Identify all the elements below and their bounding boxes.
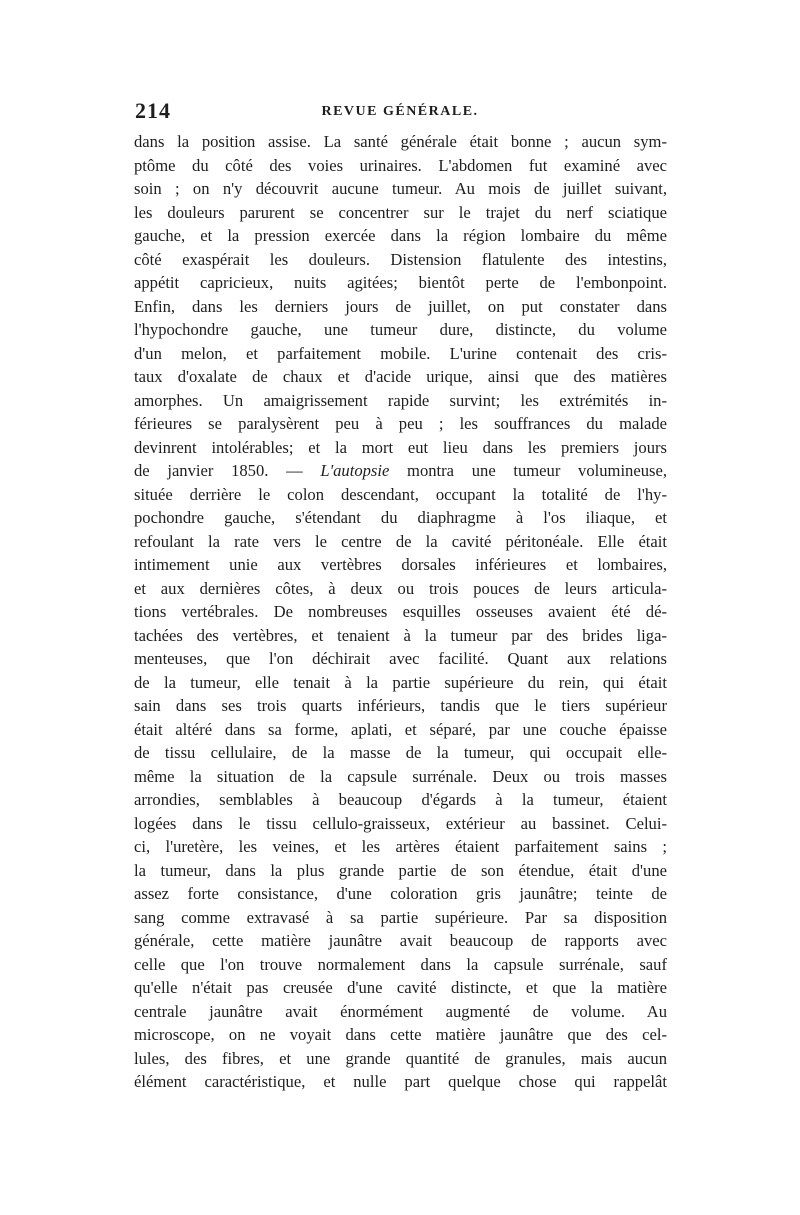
text-line: même la situation de la capsule surrénale. Deux ou trois masses (134, 766, 667, 786)
text-line: gauche, et la pression exercée dans la région lombaire du même (134, 226, 667, 245)
running-title: REVUE GÉNÉRALE. (321, 104, 479, 119)
text-line: refoulant la rate vers le centre de la cavité péritonéale. Elle était (134, 531, 667, 551)
text-line: ptôme du côté des voies urinaires. L'abdomen fut examiné avec (134, 155, 667, 175)
page-number: 214 (135, 98, 171, 123)
text-line: lules, des fibres, et une grande quantité de granules, mais aucun (134, 1048, 667, 1068)
text-line: tachées des vertèbres, et tenaient à la tumeur par des brides liga- (134, 625, 667, 645)
text-line: qu'elle n'était pas creusée d'une cavité distincte, et que la matière (134, 978, 667, 997)
text-line: assez forte consistance, d'une coloration gris jaunâtre; teinte de (134, 884, 667, 903)
text-line: élément caractéristique, et nulle part quelque chose qui rappelât (134, 1072, 667, 1091)
text-line: tions vertébrales. De nombreuses esquilles osseuses avaient été dé- (134, 602, 667, 621)
page-header (135, 98, 665, 124)
text-line: microscope, on ne voyait dans cette matière jaunâtre que des cel- (134, 1025, 667, 1044)
text-line: taux d'oxalate de chaux et d'acide urique, ainsi que des matières (134, 367, 667, 386)
text-line (134, 459, 667, 483)
text-line: la tumeur, dans la plus grande partie de son étendue, était d'une (134, 860, 667, 880)
text-line: centrale jaunâtre avait énormément augmenté de volume. Au (134, 1001, 667, 1021)
text-line: devinrent intolérables; et la mort eut lieu dans les premiers jours (134, 437, 667, 457)
text-segment: montra une tumeur volumineuse, (389, 461, 667, 480)
text-line: de tissu cellulaire, de la masse de la tumeur, qui occupait elle- (134, 743, 667, 762)
text-segment: de janvier 1850. — (134, 461, 321, 480)
text-line: soin ; on n'y découvrit aucune tumeur. Au mois de juillet suivant, (134, 179, 667, 198)
text-line: était altéré dans sa forme, aplati, et séparé, par une couche épaisse (134, 719, 667, 739)
text-line: appétit capricieux, nuits agitées; bientôt perte de l'embonpoint. (134, 273, 667, 292)
italic-term: L'autopsie (320, 461, 390, 480)
text-line: de la tumeur, elle tenait à la partie supérieure du rein, qui était (134, 672, 667, 692)
text-line: d'un melon, et parfaitement mobile. L'urine contenait des cris- (134, 343, 667, 363)
text-line: sain dans ses trois quarts inférieurs, tandis que le tiers supérieur (134, 696, 667, 715)
text-line: intimement unie aux vertèbres dorsales inférieures et lombaires, (134, 555, 667, 574)
text-line: Enfin, dans les derniers jours de juillet, on put constater dans (134, 296, 667, 316)
text-line: logées dans le tissu cellulo-graisseux, extérieur au bassinet. Celui- (134, 813, 667, 833)
body-text (134, 130, 667, 1094)
text-line: férieures se paralysèrent peu à peu ; les souffrances du malade (134, 414, 667, 433)
text-line: ci, l'uretère, les veines, et les artères étaient parfaitement sains ; (134, 837, 667, 856)
text-line: et aux dernières côtes, à deux ou trois pouces de leurs articula- (134, 578, 667, 598)
text-line: générale, cette matière jaunâtre avait beaucoup de rapports avec (134, 931, 667, 950)
text-line: celle que l'on trouve normalement dans la capsule surrénale, sauf (134, 954, 667, 974)
text-line: les douleurs parurent se concentrer sur le trajet du nerf sciatique (134, 202, 667, 222)
text-line: sang comme extravasé à sa partie supérieure. Par sa disposition (134, 907, 667, 927)
text-line: pochondre gauche, s'étendant du diaphragme à l'os iliaque, et (134, 508, 667, 527)
text-line: menteuses, que l'on déchirait avec facilité. Quant aux relations (134, 649, 667, 668)
text-line: dans la position assise. La santé générale était bonne ; aucun sym- (134, 132, 667, 151)
text-line: l'hypochondre gauche, une tumeur dure, distincte, du volume (134, 320, 667, 339)
text-line: amorphes. Un amaigrissement rapide survint; les extrémités in- (134, 390, 667, 410)
text-line: arrondies, semblables à beaucoup d'égards à la tumeur, étaient (134, 790, 667, 809)
text-line: située derrière le colon descendant, occupant la totalité de l'hy- (134, 484, 667, 504)
text-line: côté exaspérait les douleurs. Distension flatulente des intestins, (134, 249, 667, 269)
